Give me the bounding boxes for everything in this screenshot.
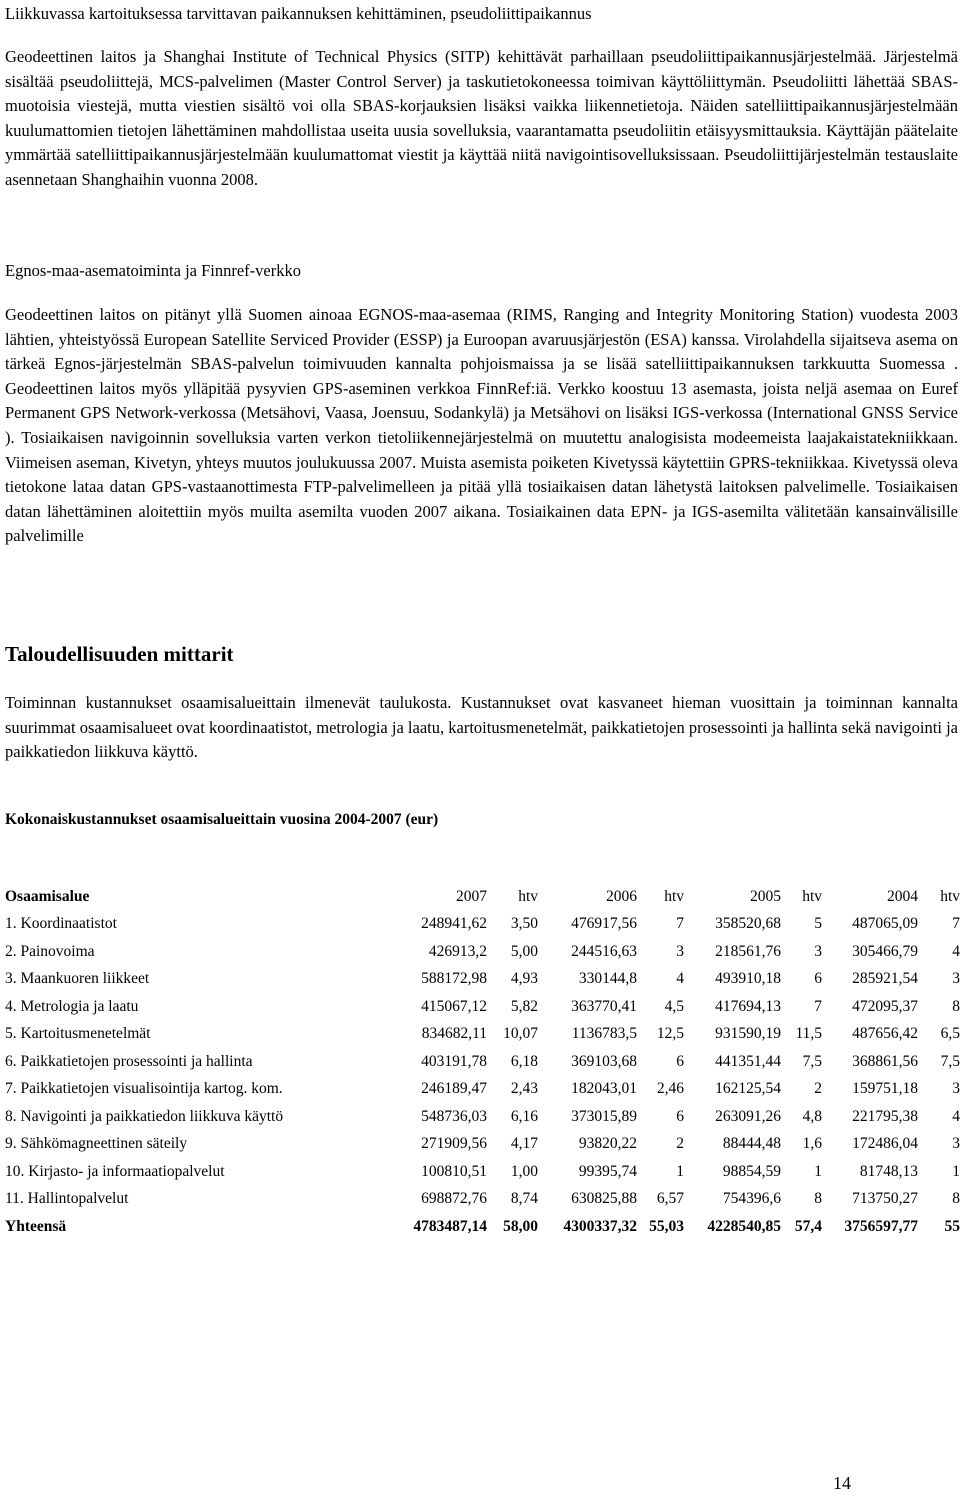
table-body <box>5 911 960 1241</box>
header-2004: 2004 <box>887 887 918 905</box>
table-cell-value: 7,5 <box>940 1052 960 1070</box>
table-cell-value: 6,16 <box>510 1107 538 1125</box>
table-cell-value: 99395,74 <box>578 1162 637 1180</box>
table-cell-value: 6 <box>676 1052 684 1070</box>
table-cell-value: 3 <box>952 1080 960 1098</box>
table-cell-value: 5 <box>814 915 822 933</box>
table-cell-label: 9. Sähkömagneettinen säteily <box>5 1135 188 1153</box>
table-cell-value: 7 <box>814 997 822 1015</box>
table-cell-value: 2,46 <box>656 1080 684 1098</box>
table-cell-value: 4 <box>952 1107 960 1125</box>
table-cell-value: 4,8 <box>802 1107 822 1125</box>
table-cell-value: 4783487,14 <box>413 1217 487 1235</box>
table-cell-value: 6 <box>676 1107 684 1125</box>
table-total-row <box>5 1213 960 1241</box>
header-htv-2007: htv <box>518 887 538 905</box>
header-2007: 2007 <box>456 887 487 905</box>
header-htv-2006: htv <box>664 887 684 905</box>
table-cell-label: 3. Maankuoren liikkeet <box>5 970 150 988</box>
table-cell-value: 3 <box>952 1135 960 1153</box>
table-cell-value: 4300337,32 <box>563 1217 637 1235</box>
table-cell-value: 8,74 <box>510 1190 538 1208</box>
table-cell-value: 1 <box>676 1162 684 1180</box>
cost-table <box>5 883 960 1241</box>
table-cell-value: 100810,51 <box>421 1162 487 1180</box>
table-cell-value: 6 <box>814 970 822 988</box>
table-cell-label: Yhteensä <box>5 1217 67 1235</box>
table-cell-value: 305466,79 <box>852 942 918 960</box>
table-row <box>5 1048 960 1076</box>
table-cell-value: 5,82 <box>510 997 538 1015</box>
table-cell-value: 93820,22 <box>578 1135 637 1153</box>
table-cell-value: 285921,54 <box>852 970 918 988</box>
table-row <box>5 1103 960 1131</box>
table-cell-value: 931590,19 <box>715 1025 781 1043</box>
table-cell-value: 441351,44 <box>715 1052 781 1070</box>
table-cell-value: 4,5 <box>664 997 684 1015</box>
table-row <box>5 993 960 1021</box>
table-cell-value: 246189,47 <box>421 1080 487 1098</box>
table-cell-value: 7 <box>676 915 684 933</box>
table-row <box>5 1131 960 1159</box>
table-cell-value: 834682,11 <box>421 1025 487 1043</box>
table-cell-value: 493910,18 <box>715 970 781 988</box>
header-htv-2004: htv <box>940 887 960 905</box>
paragraph-pseudoliitti: Geodeettinen laitos ja Shanghai Institute of Technical Physics (SITP) kehittävät parhaillaan pseudoliittipaikannusjärjestelmää. Järjestelmä sisältää pseudoliittejä, MCS-palvelimen (Master Control Server) ja taskutietokoneessa toimivan käyttöliittymän. Pseudoliitti lähettää SBAS-muotoisia viestejä, mutta viestien sisältö voi olla SBAS-korjauksien lisäksi vaikka liikennetietoja. Näiden satelliittipaikannusjärjestelmään kuulumattomien tietojen lähettäminen mahdollistaa useita uusia sovelluksia, vaarantamatta pseudoliitin etäisyysmittauksia. Käyttäjän päätelaite ymmärtää satelliittipaikannusjärjestelmään kuulumattomat viestit ja käyttää niitä navigointisovelluksissaan. Pseudoliittijärjestelmän testauslaite asennetaan Shanghaihin vuonna 2008. <box>5 47 958 189</box>
table-cell-value: 403191,78 <box>421 1052 487 1070</box>
table-cell-value: 6,18 <box>510 1052 538 1070</box>
table-cell-value: 12,5 <box>656 1025 684 1043</box>
section-heading-pseudoliitti: Liikkuvassa kartoituksessa tarvittavan paikannuksen kehittäminen, pseudoliittipaikannus <box>5 4 592 23</box>
table-cell-value: 426913,2 <box>428 942 487 960</box>
table-cell-value: 1,00 <box>510 1162 538 1180</box>
table-cell-value: 55 <box>944 1217 960 1235</box>
table-cell-value: 754396,6 <box>722 1190 781 1208</box>
table-cell-value: 4228540,85 <box>707 1217 781 1235</box>
table-row <box>5 1021 960 1049</box>
table-cell-value: 417694,13 <box>715 997 781 1015</box>
table-cell-value: 1 <box>814 1162 822 1180</box>
table-cell-value: 2 <box>814 1080 822 1098</box>
table-cell-value: 3 <box>814 942 822 960</box>
header-osaamisalue: Osaamisalue <box>5 887 90 905</box>
table-cell-value: 8 <box>952 997 960 1015</box>
table-cell-value: 415067,12 <box>421 997 487 1015</box>
table-cell-value: 172486,04 <box>852 1135 918 1153</box>
table-header-row <box>5 883 960 911</box>
table-cell-label: 4. Metrologia ja laatu <box>5 997 139 1015</box>
table-row <box>5 1158 960 1186</box>
table-cell-value: 6,5 <box>940 1025 960 1043</box>
table-cell-value: 244516,63 <box>571 942 637 960</box>
table-cell-value: 2 <box>676 1135 684 1153</box>
table-cell-value: 487656,42 <box>852 1025 918 1043</box>
table-cell-value: 3 <box>676 942 684 960</box>
table-cell-value: 58,00 <box>503 1217 538 1235</box>
table-cell-value: 476917,56 <box>571 915 637 933</box>
table-cell-value: 182043,01 <box>571 1080 637 1098</box>
table-cell-value: 713750,27 <box>852 1190 918 1208</box>
table-cell-value: 7 <box>952 915 960 933</box>
table-cell-value: 1,6 <box>802 1135 822 1153</box>
table-cell-value: 6,57 <box>656 1190 684 1208</box>
table-cell-label: 5. Kartoitusmenetelmät <box>5 1025 151 1043</box>
table-caption: Kokonaiskustannukset osaamisalueittain vuosina 2004-2007 (eur) <box>5 811 439 828</box>
table-cell-value: 162125,54 <box>715 1080 781 1098</box>
table-cell-value: 81748,13 <box>859 1162 918 1180</box>
table-cell-label: 8. Navigointi ja paikkatiedon liikkuva käyttö <box>5 1107 284 1125</box>
table-cell-value: 57,4 <box>794 1217 822 1235</box>
table-cell-value: 88444,48 <box>722 1135 781 1153</box>
table-cell-value: 7,5 <box>802 1052 822 1070</box>
table-cell-value: 363770,41 <box>571 997 637 1015</box>
table-cell-value: 369103,68 <box>571 1052 637 1070</box>
table-cell-value: 10,07 <box>503 1025 538 1043</box>
table-cell-value: 630825,88 <box>571 1190 637 1208</box>
table-row <box>5 911 960 939</box>
table-cell-value: 221795,38 <box>852 1107 918 1125</box>
table-cell-value: 98854,59 <box>722 1162 781 1180</box>
table-cell-value: 263091,26 <box>715 1107 781 1125</box>
table-cell-value: 698872,76 <box>421 1190 487 1208</box>
header-2005: 2005 <box>750 887 781 905</box>
table-cell-value: 3,50 <box>510 915 538 933</box>
table-cell-label: 2. Painovoima <box>5 942 95 960</box>
header-htv-2005: htv <box>802 887 822 905</box>
table-cell-value: 373015,89 <box>571 1107 637 1125</box>
table-cell-value: 330144,8 <box>578 970 637 988</box>
section-heading-egnos: Egnos-maa-asematoiminta ja Finnref-verkko <box>5 261 301 280</box>
table-cell-label: 7. Paikkatietojen visualisointija kartog. kom. <box>5 1080 283 1098</box>
paragraph-taloudellisuus: Toiminnan kustannukset osaamisalueittain ilmenevät taulukosta. Kustannukset ovat kasvaneet hieman vuosittain ja toiminnan kannalta suurimmat osaamisalueet ovat koordinaatistot, metrologia ja laatu, kartoitusmenetelmät, paikkatietojen prosessointi ja hallinta sekä navigointi ja paikkatiedon liikkuva käyttö. <box>5 693 958 762</box>
page-number: 14 <box>833 1473 851 1493</box>
paragraph-egnos: Geodeettinen laitos on pitänyt yllä Suomen ainoaa EGNOS-maa-asemaa (RIMS, Ranging and Integrity Monitoring Station) vuodesta 2003 lähtien, yhteistyössä European Satellite Serviced Provider (ESSP) ja Euroopan avaruusjärjestön (ESA) kanssa. Virolahdella sijaitseva asema on tärkeä Egnos-järjestelmän SBAS-palvelun toimivuuden kannalta pohjoismaissa ja se lisää satelliittipaikannuksen tarkkuutta Suomessa . Geodeettinen laitos myös ylläpitää pysyvien GPS-aseminen verkkoa FinnRef:iä. Verkko koostuu 13 asemasta, joista neljä asemaa on Euref Permanent GPS Network-verkossa (Metsähovi, Vaasa, Joensuu, Sodankylä) ja Metsähovi on lisäksi IGS-verkossa (International GNSS Service ). Tosiaikaisen navigoinnin sovelluksia varten verkon tietoliikennejärjestelmä on muutettu analogisista modeemeista laajakaistatekniikkaan. Viimeisen aseman, Kivetyn, yhteys muutos joulukuussa 2007. Muista asemista poiketen Kivetyssä käytettiin GPRS-tekniikkaa. Kivetyssä oleva tietokone lataa datan GPS-vastaanottimesta FTP-palvelimelleen ja pitää yllä tosiaikaisen datan lähetystä laitoksen palvelimelle. Tosiaikaisen datan lähettäminen aloitettiin myös muilta asemilta vuoden 2007 aikana. Tosiaikainen data EPN- ja IGS-asemilta välitetään kansainvälisille palvelimille <box>5 305 958 546</box>
table-row <box>5 1076 960 1104</box>
table-cell-value: 4 <box>952 942 960 960</box>
table-cell-value: 3756597,77 <box>844 1217 918 1235</box>
header-2006: 2006 <box>606 887 637 905</box>
table-cell-value: 218561,76 <box>715 942 781 960</box>
table-cell-value: 1136783,5 <box>571 1025 637 1043</box>
table-cell-label: 6. Paikkatietojen prosessointi ja hallinta <box>5 1052 253 1070</box>
table-cell-value: 2,43 <box>510 1080 538 1098</box>
table-cell-value: 4 <box>676 970 684 988</box>
table-cell-value: 588172,98 <box>421 970 487 988</box>
table-row <box>5 1186 960 1214</box>
table-cell-label: 1. Koordinaatistot <box>5 915 117 933</box>
table-cell-value: 4,17 <box>510 1135 538 1153</box>
table-cell-value: 5,00 <box>510 942 538 960</box>
table-cell-label: 11. Hallintopalvelut <box>5 1190 129 1208</box>
table-row <box>5 966 960 994</box>
table-cell-label: 10. Kirjasto- ja informaatiopalvelut <box>5 1162 225 1180</box>
table-cell-value: 358520,68 <box>715 915 781 933</box>
table-cell-value: 368861,56 <box>852 1052 918 1070</box>
table-cell-value: 1 <box>952 1162 960 1180</box>
table-cell-value: 271909,56 <box>421 1135 487 1153</box>
table-cell-value: 3 <box>952 970 960 988</box>
table-row <box>5 938 960 966</box>
table-cell-value: 159751,18 <box>852 1080 918 1098</box>
table-cell-value: 55,03 <box>649 1217 684 1235</box>
table-cell-value: 548736,03 <box>421 1107 487 1125</box>
section-heading-taloudellisuus: Taloudellisuuden mittarit <box>5 642 234 666</box>
table-cell-value: 8 <box>952 1190 960 1208</box>
table-cell-value: 487065,09 <box>852 915 918 933</box>
table-cell-value: 8 <box>814 1190 822 1208</box>
table-cell-value: 11,5 <box>795 1025 822 1043</box>
table-cell-value: 4,93 <box>510 970 538 988</box>
table-cell-value: 248941,62 <box>421 915 487 933</box>
table-cell-value: 472095,37 <box>852 997 918 1015</box>
